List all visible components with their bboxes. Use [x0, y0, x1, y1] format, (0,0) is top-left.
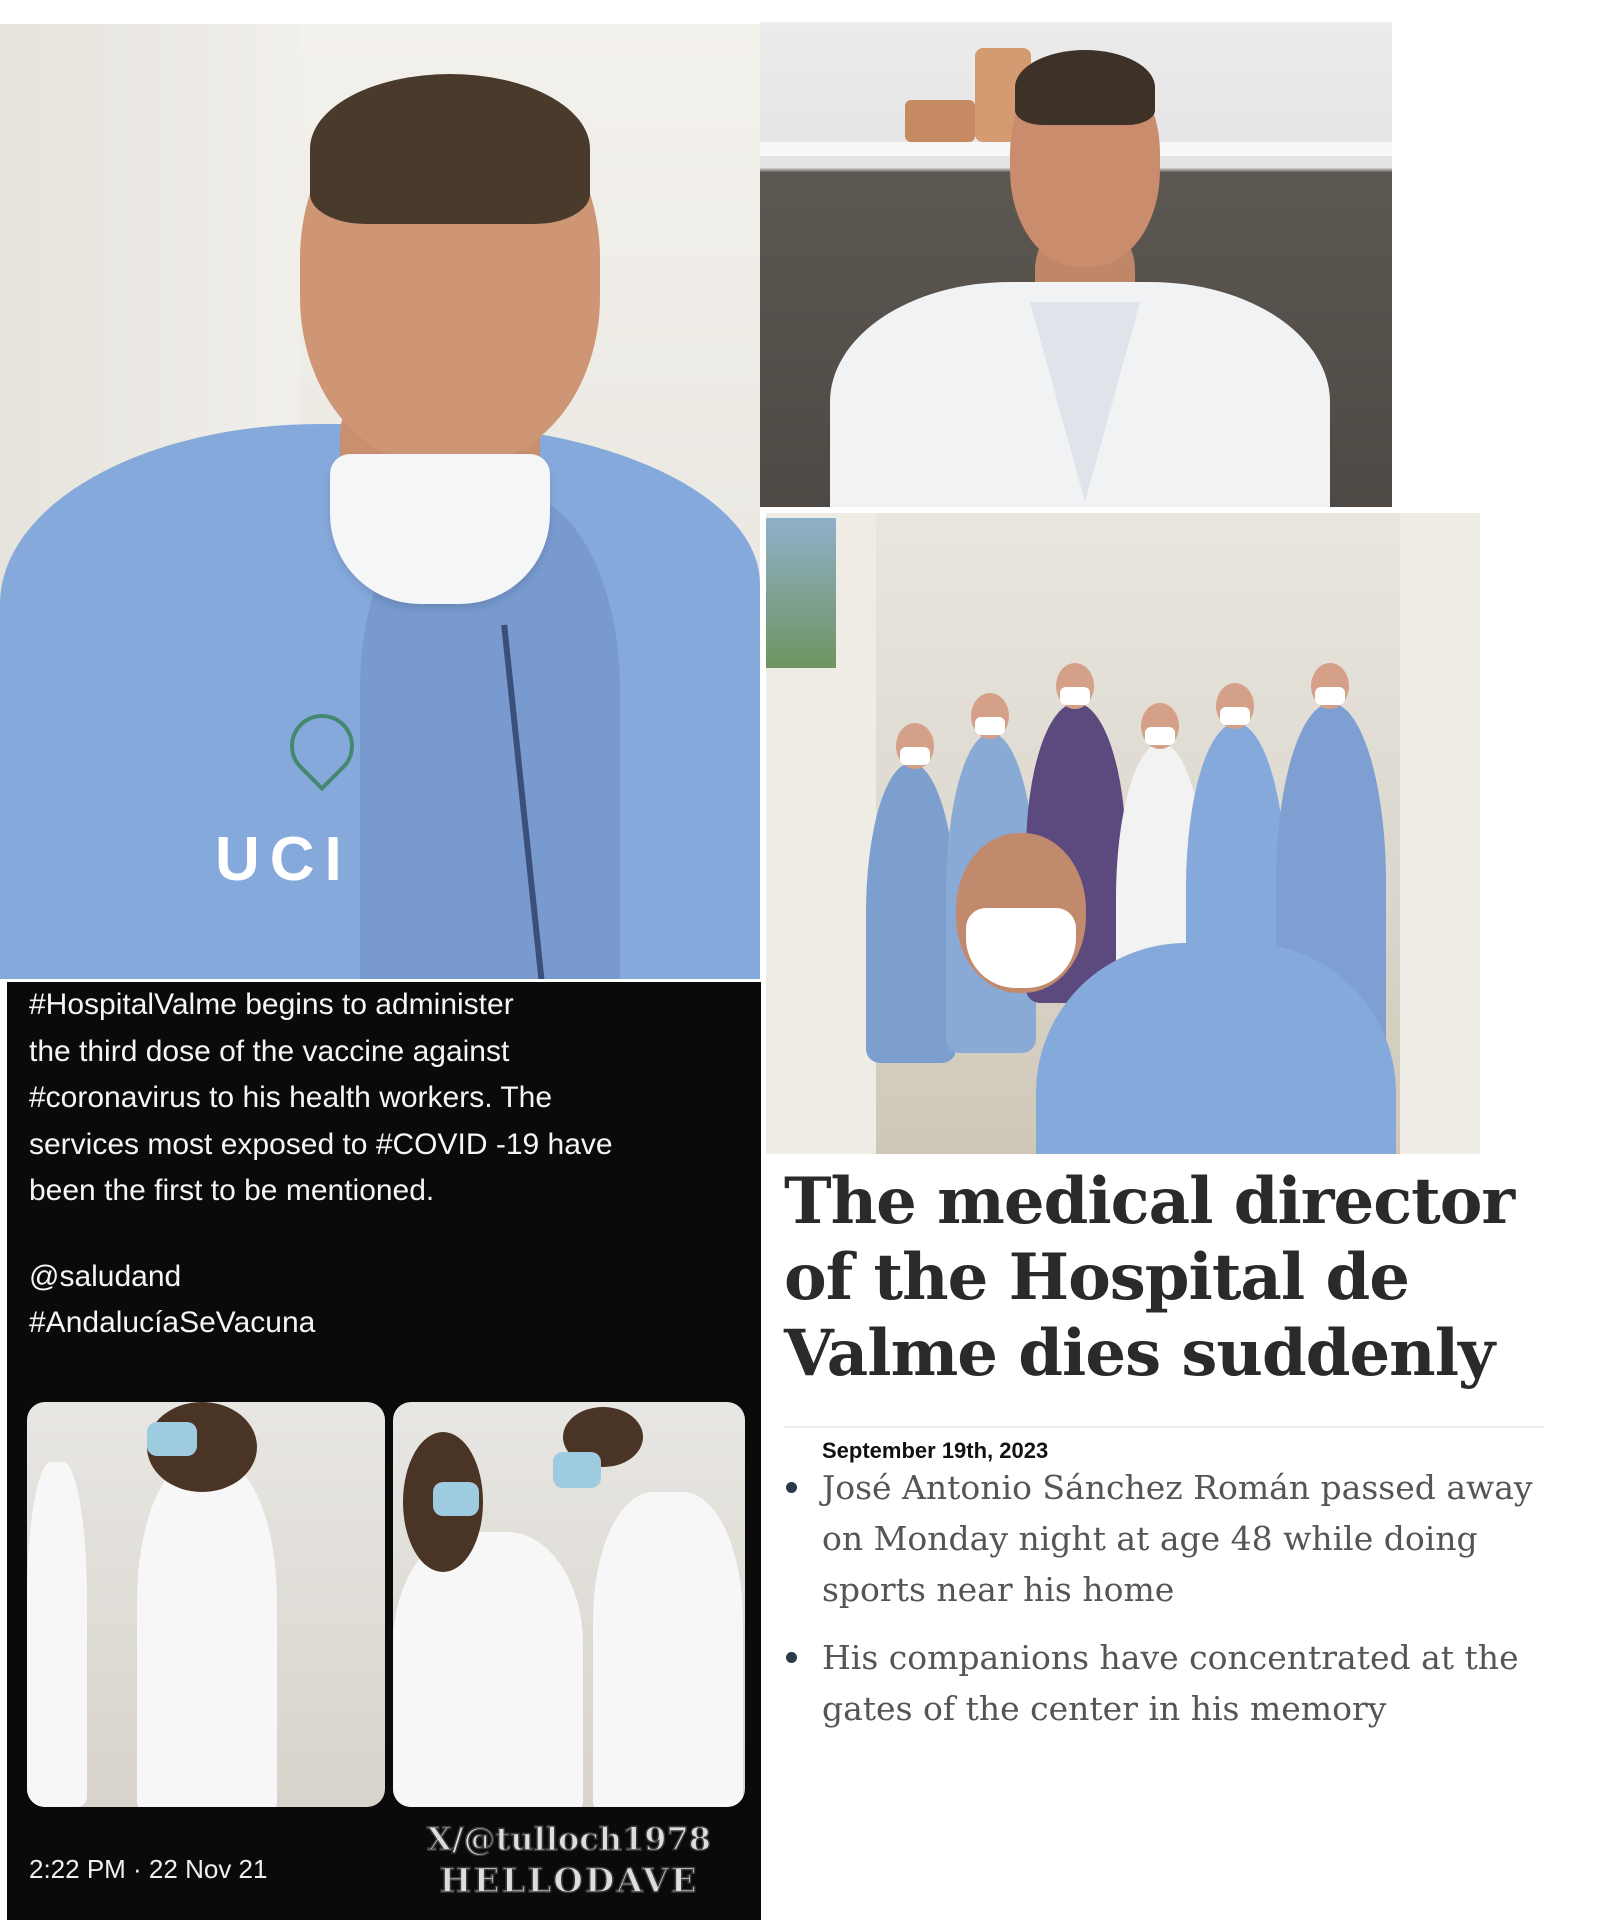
bullet-dot-icon: [786, 1652, 797, 1663]
article-bullet-text: José Antonio Sánchez Román passed away on Monday night at age 48 while doing sports near his home: [822, 1468, 1533, 1609]
hair: [310, 74, 590, 224]
face-mask: [1145, 727, 1175, 745]
face-mask: [1060, 687, 1090, 705]
face-mask: [975, 717, 1005, 735]
shelf-jar: [905, 100, 975, 142]
watermark-handle: X/@tulloch1978: [426, 1820, 712, 1858]
tweet-image-vaccination-2[interactable]: [393, 1402, 745, 1807]
face-mask: [900, 747, 930, 765]
article-bullet: [786, 1632, 1556, 1742]
news-article-clipping: [770, 1154, 1560, 1754]
nurse-figure: [393, 1532, 583, 1807]
tweet-text: #HospitalValme begins to administer the third dose of the vaccine against #coronavirus to his health workers. The services most exposed to #COVID -19 have been the first to be mentioned.: [29, 988, 613, 1207]
nurse-figure: [137, 1462, 277, 1807]
photo-selfie-scrubs: [0, 24, 760, 979]
article-bullet: [786, 1462, 1556, 1622]
tweet-screenshot: [7, 982, 761, 1920]
staff-member: [866, 763, 956, 1063]
divider: [784, 1426, 1544, 1428]
article-bullet-text: His companions have concentrated at the gates of the center in his memory: [822, 1638, 1519, 1728]
tweet-timestamp: 2:22 PM · 22 Nov 21: [29, 1854, 268, 1884]
wall-painting: [766, 518, 836, 668]
tweet-hashtag[interactable]: #AndalucíaSeVacuna: [29, 1306, 316, 1339]
face-mask: [1315, 687, 1345, 705]
face-mask: [433, 1482, 479, 1516]
hair: [1015, 50, 1155, 125]
face-mask: [147, 1422, 197, 1456]
article-headline: The medical director of the Hospital de Valme dies suddenly: [784, 1164, 1515, 1391]
door: [1400, 513, 1480, 1154]
tweet-image-vaccination-1[interactable]: [27, 1402, 385, 1807]
scrubs-label: UCI: [215, 825, 352, 894]
photo-group-corridor: [766, 513, 1480, 1154]
tweet-mention[interactable]: @saludand: [29, 1260, 182, 1293]
face-mask: [330, 454, 550, 604]
bullet-dot-icon: [786, 1482, 797, 1493]
photo-portrait-white-coat: [760, 22, 1392, 507]
face-mask: [1220, 707, 1250, 725]
nurse-figure: [27, 1462, 87, 1807]
article-date: September 19th, 2023: [822, 1438, 1049, 1463]
face-mask: [553, 1452, 601, 1488]
doctor-figure: [593, 1492, 743, 1807]
watermark: [399, 1818, 739, 1902]
watermark-name: HELLODAVE: [439, 1861, 699, 1901]
